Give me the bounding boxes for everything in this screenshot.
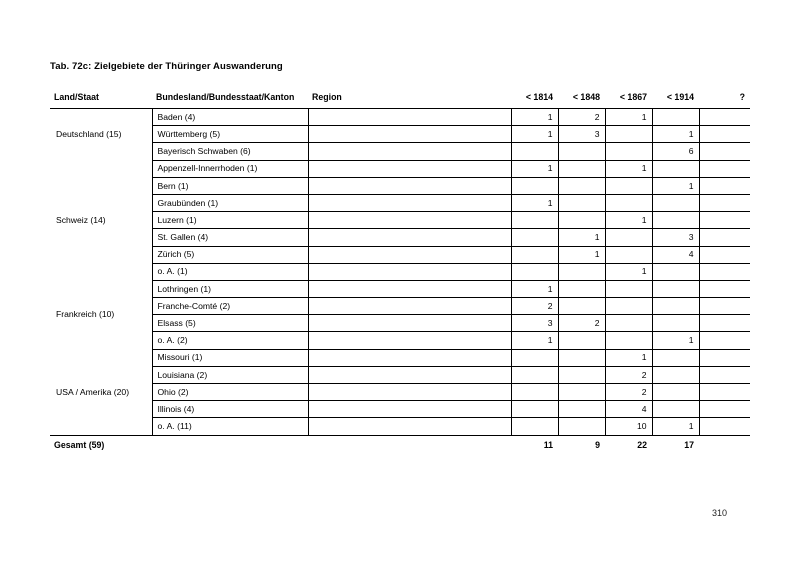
- table-row: [50, 126, 750, 143]
- cell-before-1914: [652, 212, 699, 229]
- cell-before-1914: [652, 401, 699, 418]
- column-header-unknown: ?: [699, 88, 750, 109]
- cell-before-1814: [511, 212, 558, 229]
- cell-before-1867: 2: [605, 366, 652, 383]
- cell-before-1914: [652, 280, 699, 297]
- cell-before-1867: [605, 280, 652, 297]
- cell-region: [308, 315, 511, 332]
- cell-bundesland: Baden (4): [152, 109, 308, 126]
- table-header-row: [50, 88, 750, 109]
- cell-bundesland: o. A. (11): [152, 418, 308, 435]
- cell-bundesland: Elsass (5): [152, 315, 308, 332]
- cell-before-1848: [558, 298, 605, 315]
- cell-before-1867: 2: [605, 384, 652, 401]
- cell-before-1848: 2: [558, 315, 605, 332]
- cell-before-1914: [652, 315, 699, 332]
- cell-before-1914: 4: [652, 246, 699, 263]
- cell-before-1848: [558, 177, 605, 194]
- cell-unknown: [699, 160, 750, 177]
- cell-before-1867: [605, 126, 652, 143]
- cell-before-1867: [605, 229, 652, 246]
- emigration-destinations-table: [50, 88, 750, 455]
- cell-before-1814: [511, 418, 558, 435]
- cell-unknown: [699, 229, 750, 246]
- total-before-1848: 9: [558, 435, 605, 455]
- cell-before-1914: [652, 160, 699, 177]
- cell-before-1914: [652, 263, 699, 280]
- cell-region: [308, 160, 511, 177]
- cell-unknown: [699, 315, 750, 332]
- cell-unknown: [699, 401, 750, 418]
- cell-bundesland: Missouri (1): [152, 349, 308, 366]
- cell-before-1867: 4: [605, 401, 652, 418]
- cell-bundesland: Luzern (1): [152, 212, 308, 229]
- cell-before-1848: [558, 280, 605, 297]
- cell-before-1848: [558, 143, 605, 160]
- cell-unknown: [699, 109, 750, 126]
- cell-before-1867: 1: [605, 160, 652, 177]
- cell-before-1814: 1: [511, 126, 558, 143]
- cell-before-1914: 1: [652, 332, 699, 349]
- cell-unknown: [699, 280, 750, 297]
- cell-region: [308, 280, 511, 297]
- table-row: [50, 246, 750, 263]
- table-footer: [50, 435, 750, 455]
- cell-before-1914: [652, 109, 699, 126]
- cell-before-1814: [511, 229, 558, 246]
- cell-before-1867: 1: [605, 263, 652, 280]
- cell-before-1867: [605, 246, 652, 263]
- cell-before-1814: [511, 366, 558, 383]
- cell-before-1814: 1: [511, 160, 558, 177]
- table-row: [50, 315, 750, 332]
- cell-bundesland: Illinois (4): [152, 401, 308, 418]
- cell-bundesland: Franche-Comté (2): [152, 298, 308, 315]
- cell-before-1914: [652, 384, 699, 401]
- cell-before-1848: 1: [558, 229, 605, 246]
- cell-before-1848: 1: [558, 246, 605, 263]
- cell-region: [308, 229, 511, 246]
- column-header-before-1867: < 1867: [605, 88, 652, 109]
- cell-before-1848: [558, 194, 605, 211]
- cell-unknown: [699, 418, 750, 435]
- column-header-region: Region: [308, 88, 511, 109]
- cell-before-1814: [511, 401, 558, 418]
- cell-before-1914: [652, 349, 699, 366]
- cell-bundesland: Zürich (5): [152, 246, 308, 263]
- total-before-1867: 22: [605, 435, 652, 455]
- page-number: 310: [712, 508, 728, 518]
- table-row: [50, 366, 750, 383]
- cell-region: [308, 418, 511, 435]
- cell-unknown: [699, 212, 750, 229]
- column-header-before-1914: < 1914: [652, 88, 699, 109]
- cell-before-1867: 1: [605, 212, 652, 229]
- cell-before-1814: [511, 143, 558, 160]
- cell-before-1814: [511, 177, 558, 194]
- table-row: [50, 263, 750, 280]
- cell-unknown: [699, 263, 750, 280]
- table-row: [50, 229, 750, 246]
- table-row: [50, 109, 750, 126]
- cell-before-1914: 3: [652, 229, 699, 246]
- cell-before-1814: 2: [511, 298, 558, 315]
- cell-unknown: [699, 332, 750, 349]
- cell-before-1867: 1: [605, 109, 652, 126]
- column-header-bundesland: Bundesland/Bundesstaat/Kanton: [152, 88, 308, 109]
- cell-region: [308, 126, 511, 143]
- cell-bundesland: Louisiana (2): [152, 366, 308, 383]
- cell-before-1867: 1: [605, 349, 652, 366]
- total-before-1814: 11: [511, 435, 558, 455]
- cell-unknown: [699, 143, 750, 160]
- cell-before-1867: 10: [605, 418, 652, 435]
- cell-bundesland: Württemberg (5): [152, 126, 308, 143]
- cell-before-1867: [605, 177, 652, 194]
- cell-unknown: [699, 384, 750, 401]
- cell-unknown: [699, 194, 750, 211]
- cell-before-1814: 3: [511, 315, 558, 332]
- table-row: [50, 280, 750, 297]
- table-header: [50, 88, 750, 109]
- column-header-before-1814: < 1814: [511, 88, 558, 109]
- cell-region: [308, 384, 511, 401]
- cell-bundesland: o. A. (2): [152, 332, 308, 349]
- cell-land: USA / Amerika (20): [50, 349, 152, 435]
- cell-before-1914: 1: [652, 126, 699, 143]
- cell-bundesland: Bayerisch Schwaben (6): [152, 143, 308, 160]
- cell-before-1848: [558, 332, 605, 349]
- cell-before-1848: 2: [558, 109, 605, 126]
- cell-region: [308, 401, 511, 418]
- table-row: [50, 384, 750, 401]
- cell-before-1867: [605, 332, 652, 349]
- cell-before-1914: 1: [652, 177, 699, 194]
- cell-before-1848: [558, 401, 605, 418]
- cell-before-1848: [558, 160, 605, 177]
- cell-before-1867: [605, 143, 652, 160]
- cell-bundesland: Lothringen (1): [152, 280, 308, 297]
- cell-before-1867: [605, 315, 652, 332]
- cell-region: [308, 212, 511, 229]
- cell-before-1814: [511, 349, 558, 366]
- cell-unknown: [699, 246, 750, 263]
- cell-before-1848: [558, 263, 605, 280]
- cell-before-1848: [558, 366, 605, 383]
- cell-bundesland: Bern (1): [152, 177, 308, 194]
- cell-land: Frankreich (10): [50, 280, 152, 349]
- cell-region: [308, 332, 511, 349]
- cell-region: [308, 194, 511, 211]
- table-caption: Tab. 72c: Zielgebiete der Thüringer Auswanderung: [50, 61, 283, 72]
- cell-before-1914: [652, 298, 699, 315]
- total-before-1914: 17: [652, 435, 699, 455]
- cell-before-1848: [558, 349, 605, 366]
- table-row: [50, 401, 750, 418]
- cell-region: [308, 263, 511, 280]
- table-body: [50, 109, 750, 436]
- column-header-land: Land/Staat: [50, 88, 152, 109]
- cell-before-1814: 1: [511, 194, 558, 211]
- cell-region: [308, 109, 511, 126]
- cell-bundesland: Graubünden (1): [152, 194, 308, 211]
- cell-bundesland: o. A. (1): [152, 263, 308, 280]
- table-row: [50, 177, 750, 194]
- cell-before-1867: [605, 298, 652, 315]
- cell-before-1848: 3: [558, 126, 605, 143]
- cell-before-1814: [511, 246, 558, 263]
- cell-before-1848: [558, 212, 605, 229]
- cell-unknown: [699, 126, 750, 143]
- table-row: [50, 332, 750, 349]
- cell-before-1814: 1: [511, 332, 558, 349]
- total-label: Gesamt (59): [50, 435, 511, 455]
- cell-before-1848: [558, 384, 605, 401]
- cell-bundesland: Appenzell-Innerrhoden (1): [152, 160, 308, 177]
- cell-unknown: [699, 366, 750, 383]
- cell-region: [308, 366, 511, 383]
- cell-before-1914: 1: [652, 418, 699, 435]
- cell-unknown: [699, 349, 750, 366]
- cell-before-1814: [511, 384, 558, 401]
- cell-before-1814: 1: [511, 109, 558, 126]
- table-row: [50, 349, 750, 366]
- total-unknown: [699, 435, 750, 455]
- cell-before-1914: [652, 366, 699, 383]
- cell-unknown: [699, 298, 750, 315]
- cell-before-1914: [652, 194, 699, 211]
- cell-region: [308, 298, 511, 315]
- cell-bundesland: St. Gallen (4): [152, 229, 308, 246]
- cell-region: [308, 349, 511, 366]
- cell-before-1814: 1: [511, 280, 558, 297]
- cell-unknown: [699, 177, 750, 194]
- table-row: [50, 418, 750, 435]
- cell-before-1814: [511, 263, 558, 280]
- table-row: [50, 143, 750, 160]
- table-row: [50, 298, 750, 315]
- cell-before-1848: [558, 418, 605, 435]
- total-row: [50, 435, 750, 455]
- cell-bundesland: Ohio (2): [152, 384, 308, 401]
- cell-region: [308, 246, 511, 263]
- column-header-before-1848: < 1848: [558, 88, 605, 109]
- cell-region: [308, 143, 511, 160]
- cell-before-1914: 6: [652, 143, 699, 160]
- cell-land: Deutschland (15): [50, 109, 152, 161]
- table-row: [50, 194, 750, 211]
- cell-land: Schweiz (14): [50, 160, 152, 280]
- cell-before-1867: [605, 194, 652, 211]
- cell-region: [308, 177, 511, 194]
- table-row: [50, 160, 750, 177]
- table-row: [50, 212, 750, 229]
